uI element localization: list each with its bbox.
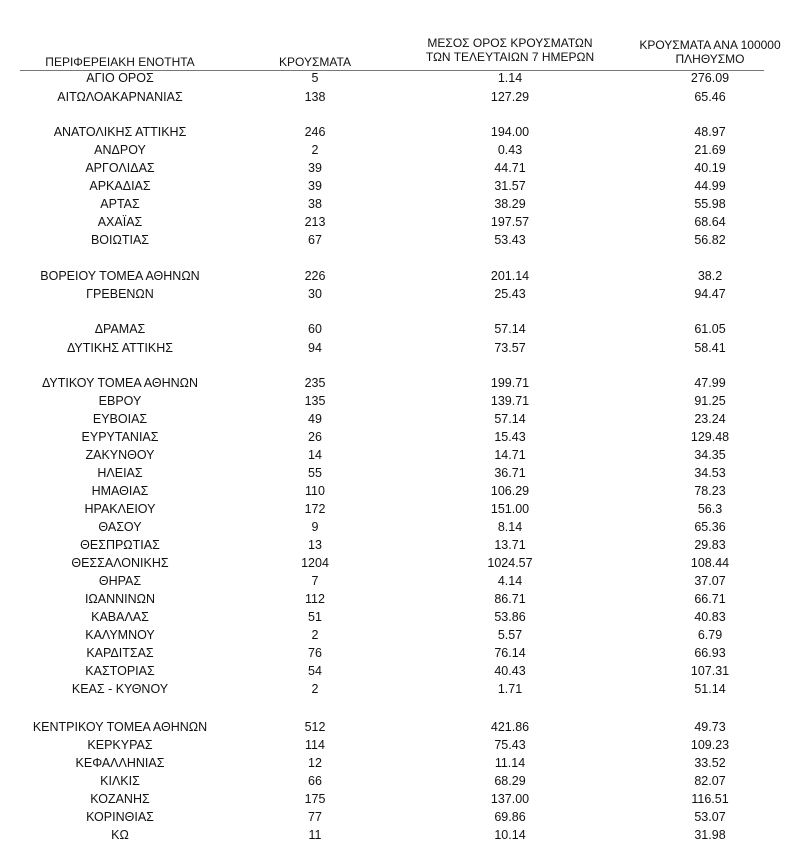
per100k-cell: 40.19 bbox=[694, 161, 726, 175]
cases-cell: 38 bbox=[308, 197, 322, 211]
cases-cell: 51 bbox=[308, 610, 322, 624]
avg7-cell: 1.71 bbox=[497, 682, 523, 696]
region-cell: ΚΑΣΤΟΡΙΑΣ bbox=[85, 664, 155, 678]
header-per100k-line2: ΠΛΗΘΥΣΜΟ bbox=[675, 52, 745, 66]
cases-cell: 13 bbox=[308, 538, 322, 552]
cases-cell: 66 bbox=[308, 774, 322, 788]
avg7-cell: 4.14 bbox=[497, 574, 523, 588]
region-cell: ΘΕΣΠΡΩΤΙΑΣ bbox=[80, 538, 160, 552]
header-region: ΠΕΡΙΦΕΡΕΙΑΚΗ ΕΝΟΤΗΤΑ bbox=[45, 55, 195, 69]
cases-cell: 9 bbox=[311, 520, 319, 534]
cases-cell: 110 bbox=[305, 484, 325, 498]
table-row bbox=[0, 88, 800, 106]
avg7-cell: 36.71 bbox=[494, 466, 526, 480]
avg7-cell: 11.14 bbox=[494, 756, 526, 770]
cases-cell: 55 bbox=[308, 466, 322, 480]
avg7-cell: 53.86 bbox=[494, 610, 526, 624]
region-cell: ΘΗΡΑΣ bbox=[98, 574, 142, 588]
cases-cell: 39 bbox=[308, 179, 322, 193]
per100k-cell: 78.23 bbox=[694, 484, 726, 498]
region-cell: ΚΟΡΙΝΘΙΑΣ bbox=[86, 810, 154, 824]
cases-cell: 49 bbox=[308, 412, 322, 426]
avg7-cell: 1024.57 bbox=[487, 556, 533, 570]
per100k-cell: 56.82 bbox=[694, 233, 726, 247]
cases-cell: 39 bbox=[308, 161, 322, 175]
region-cell: ΑΝΔΡΟΥ bbox=[94, 143, 146, 157]
per100k-cell: 58.41 bbox=[694, 341, 726, 355]
table-row bbox=[0, 518, 800, 536]
cases-cell: 2 bbox=[311, 143, 319, 157]
region-cell: ΚΑΛΥΜΝΟΥ bbox=[85, 628, 155, 642]
cases-cell: 11 bbox=[308, 828, 322, 842]
per100k-cell: 91.25 bbox=[694, 394, 726, 408]
avg7-cell: 14.71 bbox=[494, 448, 526, 462]
region-cell: ΖΑΚΥΝΘΟΥ bbox=[85, 448, 155, 462]
avg7-cell: 151.00 bbox=[490, 502, 530, 516]
avg7-cell: 106.29 bbox=[490, 484, 530, 498]
per100k-cell: 31.98 bbox=[694, 828, 726, 842]
region-cell: ΒΟΙΩΤΙΑΣ bbox=[90, 233, 150, 247]
table-row bbox=[0, 159, 800, 177]
avg7-cell: 137.00 bbox=[490, 792, 530, 806]
per100k-cell: 109.23 bbox=[690, 738, 730, 752]
per100k-cell: 29.83 bbox=[694, 538, 726, 552]
avg7-cell: 201.14 bbox=[490, 269, 530, 283]
cases-cell: 114 bbox=[305, 738, 325, 752]
region-cell: ΚΑΒΑΛΑΣ bbox=[91, 610, 149, 624]
region-cell: ΗΛΕΙΑΣ bbox=[97, 466, 143, 480]
cases-cell: 2 bbox=[311, 628, 319, 642]
cases-cell: 94 bbox=[308, 341, 322, 355]
avg7-cell: 127.29 bbox=[490, 90, 530, 104]
per100k-cell: 37.07 bbox=[694, 574, 726, 588]
table-row bbox=[0, 339, 800, 357]
header-per100k-line1: ΚΡΟΥΣΜΑΤΑ ΑΝΑ 100000 bbox=[639, 38, 781, 52]
per100k-cell: 66.71 bbox=[694, 592, 726, 606]
cases-cell: 235 bbox=[304, 376, 326, 390]
per100k-cell: 53.07 bbox=[694, 810, 726, 824]
region-cell: ΚΕΡΚΥΡΑΣ bbox=[87, 738, 153, 752]
avg7-cell: 0.43 bbox=[497, 143, 523, 157]
avg7-cell: 75.43 bbox=[494, 738, 526, 752]
avg7-cell: 44.71 bbox=[494, 161, 526, 175]
per100k-cell: 33.52 bbox=[694, 756, 726, 770]
table-row bbox=[0, 608, 800, 626]
table-row bbox=[0, 69, 800, 87]
per100k-cell: 68.64 bbox=[694, 215, 726, 229]
cases-cell: 30 bbox=[308, 287, 322, 301]
per100k-cell: 6.79 bbox=[697, 628, 723, 642]
region-cell: ΚΕΑΣ - ΚΥΘΝΟΥ bbox=[71, 682, 169, 696]
per100k-cell: 56.3 bbox=[697, 502, 723, 516]
table-row bbox=[0, 554, 800, 572]
per100k-cell: 40.83 bbox=[694, 610, 726, 624]
avg7-cell: 13.71 bbox=[494, 538, 526, 552]
per100k-cell: 49.73 bbox=[694, 720, 726, 734]
cases-cell: 1204 bbox=[301, 556, 329, 570]
region-cell: ΑΙΤΩΛΟΑΚΑΡΝΑΝΙΑΣ bbox=[57, 90, 183, 104]
cases-cell: 175 bbox=[304, 792, 326, 806]
cases-cell: 135 bbox=[304, 394, 326, 408]
region-cell: ΑΧΑΪΑΣ bbox=[97, 215, 143, 229]
cases-cell: 138 bbox=[304, 90, 326, 104]
region-cell: ΕΒΡΟΥ bbox=[98, 394, 142, 408]
cases-cell: 76 bbox=[308, 646, 322, 660]
cases-cell: 172 bbox=[304, 502, 326, 516]
table-row bbox=[0, 374, 800, 392]
cases-cell: 26 bbox=[308, 430, 322, 444]
cases-cell: 14 bbox=[308, 448, 322, 462]
table-row bbox=[0, 790, 800, 808]
table-row bbox=[0, 320, 800, 338]
avg7-cell: 8.14 bbox=[497, 520, 523, 534]
region-cell: ΗΜΑΘΙΑΣ bbox=[91, 484, 149, 498]
per100k-cell: 38.2 bbox=[697, 269, 723, 283]
table-row bbox=[0, 808, 800, 826]
per100k-cell: 23.24 bbox=[694, 412, 726, 426]
per100k-cell: 94.47 bbox=[694, 287, 726, 301]
per100k-cell: 107.31 bbox=[690, 664, 730, 678]
avg7-cell: 194.00 bbox=[490, 125, 530, 139]
avg7-cell: 25.43 bbox=[494, 287, 526, 301]
per100k-cell: 276.09 bbox=[690, 71, 730, 85]
avg7-cell: 199.71 bbox=[490, 376, 530, 390]
per100k-cell: 21.69 bbox=[694, 143, 726, 157]
avg7-cell: 197.57 bbox=[490, 215, 530, 229]
avg7-cell: 40.43 bbox=[494, 664, 526, 678]
table-row bbox=[0, 662, 800, 680]
region-cell: ΚΩ bbox=[111, 828, 129, 842]
cases-cell: 246 bbox=[304, 125, 326, 139]
region-cell: ΑΓΙΟ ΟΡΟΣ bbox=[86, 71, 154, 85]
table-row bbox=[0, 213, 800, 231]
region-cell: ΘΑΣΟΥ bbox=[98, 520, 142, 534]
region-cell: ΚΑΡΔΙΤΣΑΣ bbox=[86, 646, 154, 660]
per100k-cell: 108.44 bbox=[690, 556, 730, 570]
table-row bbox=[0, 736, 800, 754]
region-cell: ΔΡΑΜΑΣ bbox=[94, 322, 146, 336]
region-cell: ΕΥΒΟΙΑΣ bbox=[92, 412, 148, 426]
table-row bbox=[0, 195, 800, 213]
table-row bbox=[0, 482, 800, 500]
region-cell: ΕΥΡΥΤΑΝΙΑΣ bbox=[81, 430, 159, 444]
table-row bbox=[0, 644, 800, 662]
avg7-cell: 68.29 bbox=[494, 774, 526, 788]
per100k-cell: 65.36 bbox=[694, 520, 726, 534]
per100k-cell: 51.14 bbox=[694, 682, 726, 696]
per100k-cell: 82.07 bbox=[694, 774, 726, 788]
avg7-cell: 139.71 bbox=[490, 394, 530, 408]
cases-cell: 512 bbox=[304, 720, 326, 734]
per100k-cell: 34.35 bbox=[694, 448, 726, 462]
avg7-cell: 38.29 bbox=[494, 197, 526, 211]
region-cell: ΒΟΡΕΙΟΥ ΤΟΜΕΑ ΑΘΗΝΩΝ bbox=[40, 269, 200, 283]
per100k-cell: 66.93 bbox=[694, 646, 726, 660]
region-cell: ΔΥΤΙΚΗΣ ΑΤΤΙΚΗΣ bbox=[67, 341, 173, 355]
cases-cell: 5 bbox=[311, 71, 319, 85]
table-row bbox=[0, 680, 800, 698]
table-row bbox=[0, 590, 800, 608]
region-cell: ΑΝΑΤΟΛΙΚΗΣ ΑΤΤΙΚΗΣ bbox=[53, 125, 187, 139]
region-cell: ΚΙΛΚΙΣ bbox=[100, 774, 140, 788]
table-row bbox=[0, 231, 800, 249]
region-cell: ΑΡΤΑΣ bbox=[100, 197, 140, 211]
table-row bbox=[0, 754, 800, 772]
per100k-cell: 129.48 bbox=[690, 430, 730, 444]
cases-cell: 54 bbox=[308, 664, 322, 678]
avg7-cell: 73.57 bbox=[494, 341, 526, 355]
cases-cell: 77 bbox=[308, 810, 322, 824]
cases-cell: 226 bbox=[304, 269, 326, 283]
region-cell: ΚΟΖΑΝΗΣ bbox=[90, 792, 150, 806]
cases-cell: 12 bbox=[308, 756, 322, 770]
per100k-cell: 61.05 bbox=[694, 322, 726, 336]
table-row bbox=[0, 626, 800, 644]
per100k-cell: 65.46 bbox=[694, 90, 726, 104]
per100k-cell: 47.99 bbox=[694, 376, 726, 390]
table-row bbox=[0, 428, 800, 446]
avg7-cell: 10.14 bbox=[494, 828, 526, 842]
cases-cell: 112 bbox=[305, 592, 325, 606]
cases-cell: 2 bbox=[311, 682, 319, 696]
cases-cell: 60 bbox=[308, 322, 322, 336]
region-cell: ΚΕΝΤΡΙΚΟΥ ΤΟΜΕΑ ΑΘΗΝΩΝ bbox=[32, 720, 208, 734]
header-avg7-line2: ΤΩΝ ΤΕΛΕΥΤΑΙΩΝ 7 ΗΜΕΡΩΝ bbox=[425, 50, 595, 64]
table-row bbox=[0, 718, 800, 736]
avg7-cell: 69.86 bbox=[494, 810, 526, 824]
region-cell: ΚΕΦΑΛΛΗΝΙΑΣ bbox=[75, 756, 165, 770]
table-row bbox=[0, 123, 800, 141]
region-cell: ΑΡΚΑΔΙΑΣ bbox=[89, 179, 151, 193]
per100k-cell: 44.99 bbox=[694, 179, 726, 193]
region-cell: ΑΡΓΟΛΙΔΑΣ bbox=[85, 161, 155, 175]
avg7-cell: 5.57 bbox=[497, 628, 523, 642]
table-row bbox=[0, 267, 800, 285]
avg7-cell: 421.86 bbox=[490, 720, 530, 734]
cases-cell: 67 bbox=[308, 233, 322, 247]
per100k-cell: 116.51 bbox=[691, 792, 729, 806]
table-row bbox=[0, 410, 800, 428]
region-cell: ΙΩΑΝΝΙΝΩΝ bbox=[84, 592, 156, 606]
table-row bbox=[0, 446, 800, 464]
table-row bbox=[0, 392, 800, 410]
table-row bbox=[0, 536, 800, 554]
region-cell: ΗΡΑΚΛΕΙΟΥ bbox=[84, 502, 156, 516]
avg7-cell: 15.43 bbox=[494, 430, 526, 444]
table-row bbox=[0, 177, 800, 195]
table-row bbox=[0, 285, 800, 303]
table-row bbox=[0, 572, 800, 590]
region-cell: ΔΥΤΙΚΟΥ ΤΟΜΕΑ ΑΘΗΝΩΝ bbox=[41, 376, 199, 390]
table-row bbox=[0, 500, 800, 518]
avg7-cell: 86.71 bbox=[494, 592, 526, 606]
table-row bbox=[0, 772, 800, 790]
region-cell: ΘΕΣΣΑΛΟΝΙΚΗΣ bbox=[71, 556, 169, 570]
table-row bbox=[0, 464, 800, 482]
table-row bbox=[0, 826, 800, 844]
per100k-cell: 55.98 bbox=[694, 197, 726, 211]
table-row bbox=[0, 141, 800, 159]
header-cases: ΚΡΟΥΣΜΑΤΑ bbox=[279, 55, 351, 69]
per100k-cell: 48.97 bbox=[694, 125, 726, 139]
avg7-cell: 76.14 bbox=[494, 646, 526, 660]
cases-cell: 7 bbox=[311, 574, 319, 588]
cases-cell: 213 bbox=[304, 215, 326, 229]
avg7-cell: 31.57 bbox=[494, 179, 526, 193]
per100k-cell: 34.53 bbox=[694, 466, 726, 480]
avg7-cell: 57.14 bbox=[494, 322, 526, 336]
avg7-cell: 57.14 bbox=[494, 412, 526, 426]
header-avg7-line1: ΜΕΣΟΣ ΟΡΟΣ ΚΡΟΥΣΜΑΤΩΝ bbox=[427, 36, 593, 50]
region-cell: ΓΡΕΒΕΝΩΝ bbox=[86, 287, 154, 301]
avg7-cell: 53.43 bbox=[494, 233, 526, 247]
avg7-cell: 1.14 bbox=[497, 71, 523, 85]
